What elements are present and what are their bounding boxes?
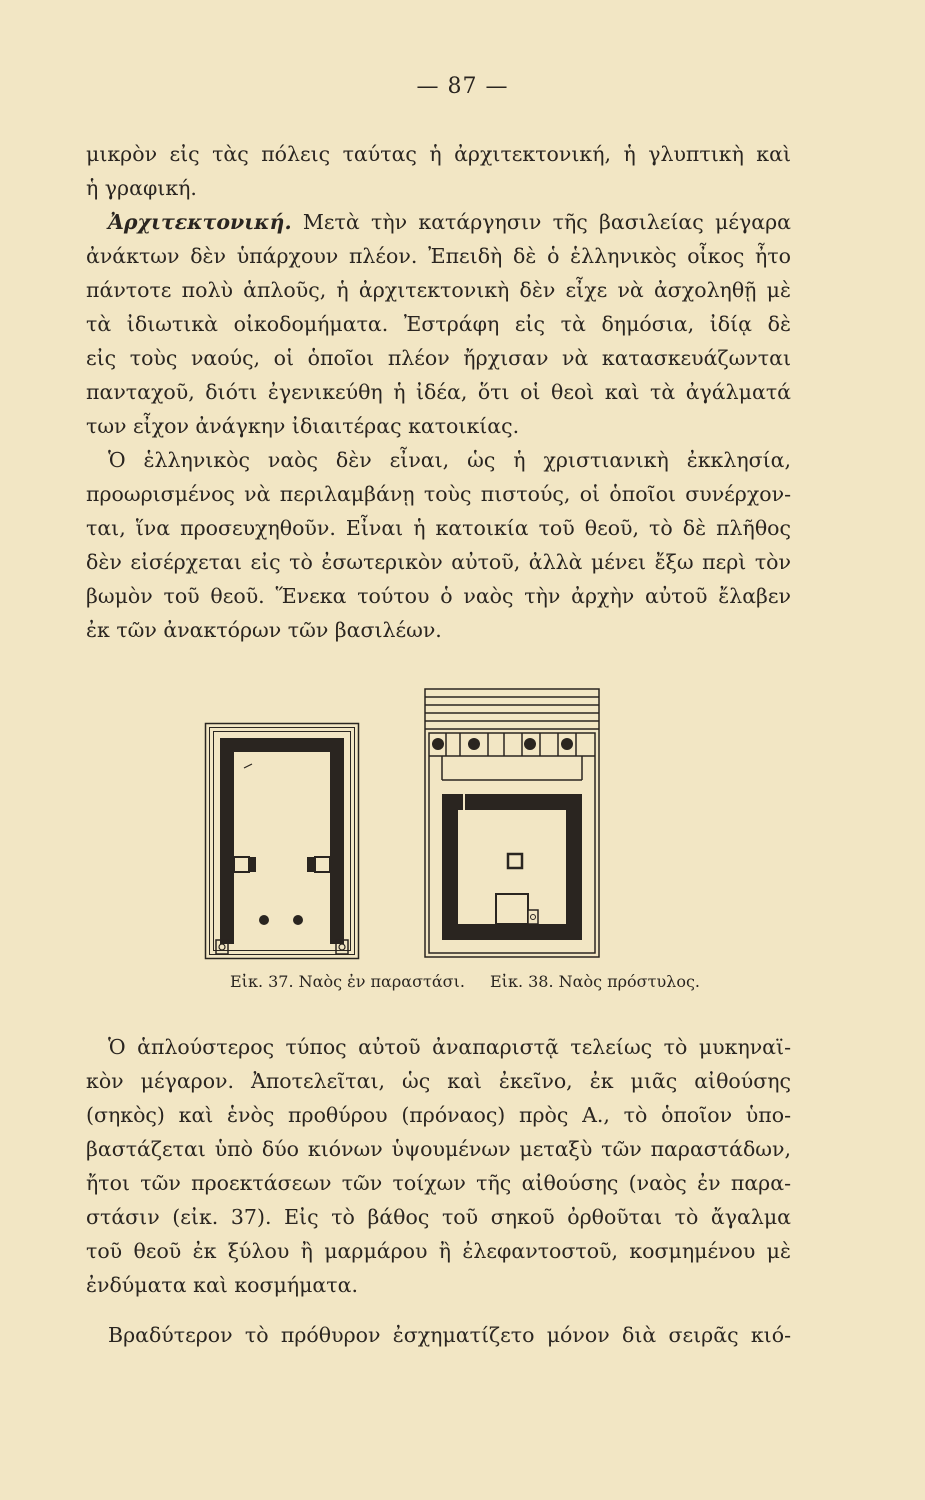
text-line: πάντοτε πολὺ ἁπλοῦς, ἡ ἀρχιτεκτονικὴ δὲν εἶχε νὰ ἀσχοληθῇ μὲ [86,278,791,302]
paragraph-architecture [86,205,791,443]
text-line: ται, ἵνα προσευχηθοῦν. Εἶναι ἡ κατοικία τοῦ θεοῦ, τὸ δὲ πλῆθος [86,516,791,540]
text-line: στάσιν (εἰκ. 37). Εἰς τὸ βάθος τοῦ σηκοῦ ὀρθοῦται τὸ ἄγαλμα [86,1205,791,1229]
text-line: τὰ ἰδιωτικὰ οἰκοδομήματα. Ἐστράφη εἰς τὰ δημόσια, ἰδίᾳ δὲ [86,312,791,336]
text-fragment: Μετὰ τὴν κατάργησιν τῆς βασιλείας μέγαρα [302,210,791,234]
text-line: πανταχοῦ, διότι ἐγενικεύθη ἡ ἰδέα, ὅτι οἱ θεοὶ καὶ τὰ ἀγάλματά [86,380,791,404]
paragraph-continuation [86,137,791,205]
paragraph-later-prostyle [86,1318,791,1352]
text-line: προωρισμένος νὰ περιλαμβάνῃ τοὺς πιστούς, οἱ ὁποῖοι συνέρχον- [86,482,791,506]
text-line: κὸν μέγαρον. Ἀποτελεῖται, ὡς καὶ ἐκεῖνο, ἐκ μιᾶς αἰθούσης [86,1069,791,1093]
text-line: Βραδύτερον τὸ πρόθυρον ἐσχηματίζετο μόνον διὰ σειρᾶς κιό- [108,1323,791,1347]
figure-37-temple-in-antis-plan [204,722,360,960]
text-line: ἡ γραφική. [86,176,197,200]
text-line: τοῦ θεοῦ ἐκ ξύλου ἢ μαρμάρου ἢ ἐλεφαντοστοῦ, κοσμημένου μὲ [86,1239,791,1263]
text-line: βαστάζεται ὑπὸ δύο κιόνων ὑψουμένων μεταξὺ τῶν παραστάδων, [86,1137,791,1161]
figure-captions [230,972,700,991]
text-line: ἐνδύματα καὶ κοσμήματα. [86,1273,358,1297]
text-line: ἤτοι τῶν προεκτάσεων τῶν τοίχων τῆς αἰθούσης (ναὸς ἐν παρα- [86,1171,791,1195]
paragraph-simplest-type [86,1030,791,1302]
text-line: ἐκ τῶν ἀνακτόρων τῶν βασιλέων. [86,618,442,642]
text-line: εἰς τοὺς ναούς, οἱ ὁποῖοι πλέον ἤρχισαν νὰ κατασκευάζωνται [86,346,791,370]
text-line: Ὁ ἁπλούστερος τύπος αὐτοῦ ἀναπαριστᾷ τελείως τὸ μυκηναϊ- [108,1035,791,1059]
caption-figure-37: Εἰκ. 37. Ναὸς ἐν παραστάσι. [230,972,465,991]
text-line: (σηκὸς) καὶ ἑνὸς προθύρου (πρόναος) πρὸς Α., τὸ ὁποῖον ὑπο- [86,1103,791,1127]
text-line: των εἶχον ἀνάγκην ἰδιαιτέρας κατοικίας. [86,414,520,438]
text-line: ἀνάκτων δὲν ὑπάρχουν πλέον. Ἐπειδὴ δὲ ὁ ἑλληνικὸς οἶκος ἦτο [86,244,791,268]
text-line [86,205,791,239]
section-heading: Ἀρχιτεκτονική. [108,210,292,234]
page-number: — 87 — [416,74,509,99]
figure-38-prostyle-temple-plan [424,688,604,960]
paragraph-temple [86,443,791,647]
text-line: Ὁ ἑλληνικὸς ναὸς δὲν εἶναι, ὡς ἡ χριστιανικὴ ἐκκλησία, [108,448,791,472]
caption-figure-38: Εἰκ. 38. Ναὸς πρόστυλος. [489,972,700,991]
text-line: δὲν εἰσέρχεται εἰς τὸ ἐσωτερικὸν αὐτοῦ, ἀλλὰ μένει ἔξω περὶ τὸν [86,550,791,574]
text-line: μικρὸν εἰς τὰς πόλεις ταύτας ἡ ἀρχιτεκτονική, ἡ γλυπτικὴ καὶ [86,142,791,166]
text-line: βωμὸν τοῦ θεοῦ. Ἕνεκα τούτου ὁ ναὸς τὴν ἀρχὴν αὐτοῦ ἔλαβεν [86,584,791,608]
